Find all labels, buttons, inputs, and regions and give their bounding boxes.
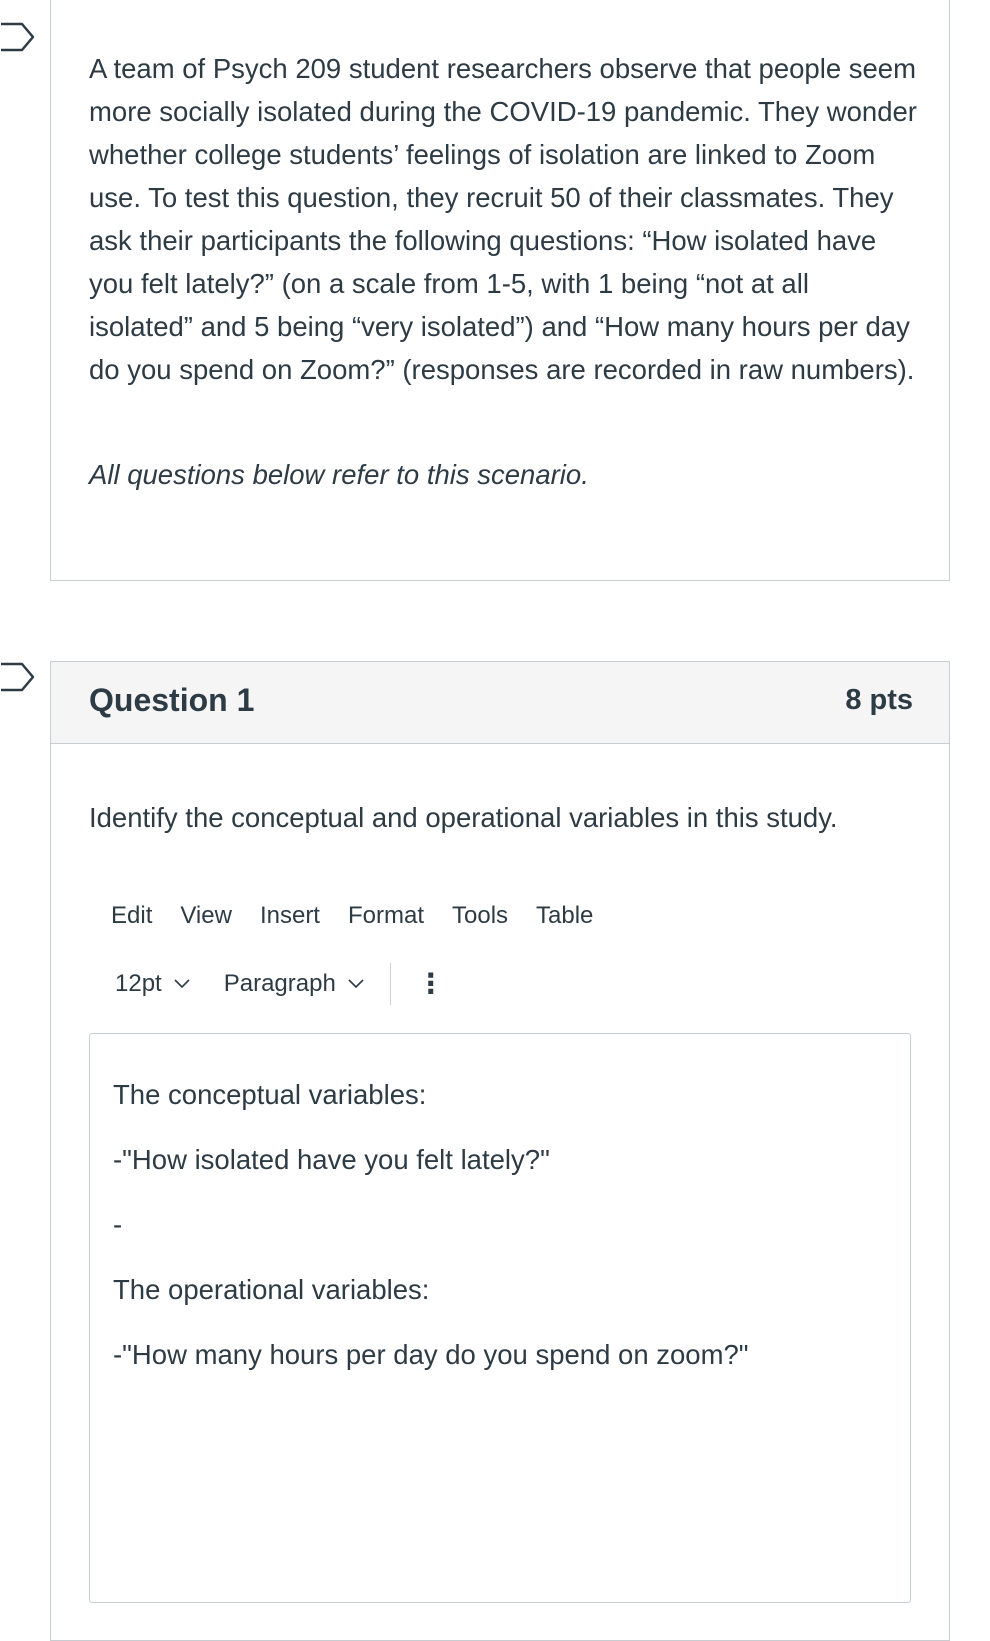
question-points: 8 pts [845, 684, 913, 716]
chevron-down-icon [174, 979, 190, 989]
block-format-value: Paragraph [223, 970, 336, 997]
more-options-icon[interactable]: ⋮ [416, 968, 445, 999]
menu-insert[interactable]: Insert [259, 902, 320, 929]
question-prompt: Identify the conceptual and operational variables in this study. [89, 802, 838, 833]
menu-tools[interactable]: Tools [452, 902, 509, 929]
answer-editor[interactable] [89, 1033, 911, 1603]
question-title: Question 1 [89, 682, 255, 718]
editor-paragraph: The conceptual variables: [113, 1079, 427, 1110]
question-panel [50, 661, 950, 1641]
menu-format[interactable]: Format [347, 902, 424, 929]
scenario-panel [50, 0, 950, 581]
flag-question-icon[interactable] [0, 22, 36, 52]
toolbar-divider [390, 963, 391, 1005]
font-size-value: 12pt [115, 970, 162, 997]
editor-paragraph: - [113, 1209, 123, 1240]
font-size-select[interactable] [115, 970, 190, 998]
editor-content[interactable] [113, 1078, 893, 1403]
editor-toolbar [115, 962, 445, 1006]
flag-question-icon[interactable] [0, 662, 36, 692]
menu-edit[interactable]: Edit [111, 902, 153, 929]
editor-paragraph: The operational variables: [113, 1274, 430, 1305]
editor-paragraph: -"How many hours per day do you spend on zoom?" [113, 1339, 749, 1370]
menu-table[interactable]: Table [536, 902, 594, 929]
editor-paragraph: -"How isolated have you felt lately?" [113, 1144, 550, 1175]
question-header [51, 662, 949, 744]
menu-view[interactable]: View [180, 902, 232, 929]
scenario-text: A team of Psych 209 student researchers observe that people seem more socially isolated during the COVID-19 pandemic. They wonder whether college students’ feelings of isolation are linked to Zoom use. To test this question, they recruit 50 of their classmates. They ask their participants the following questions: “How isolated have you felt lately?” (on a scale from 1-5, with 1 being “not at all isolated” and 5 being “very isolated”) and “How many hours per day do you spend on Zoom?” (responses are recorded in raw numbers). [89, 53, 917, 385]
editor-menubar [111, 902, 621, 930]
chevron-down-icon [348, 979, 364, 989]
scenario-note: All questions below refer to this scenario. [89, 459, 589, 490]
block-format-select[interactable] [224, 970, 364, 998]
